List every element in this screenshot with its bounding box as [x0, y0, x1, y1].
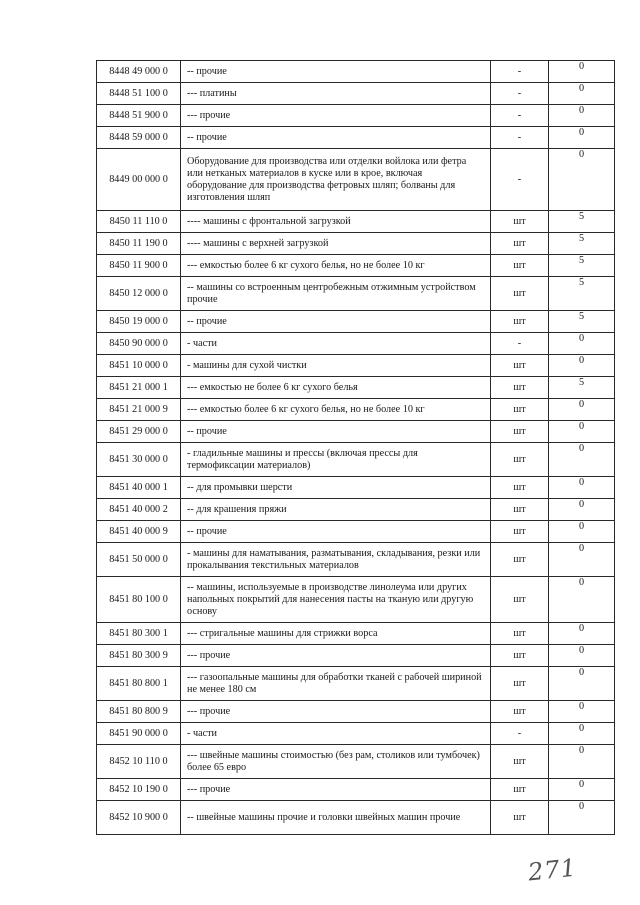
rate-cell: 0	[549, 83, 615, 105]
description-cell: --- швейные машины стоимостью (без рам, столиков или тумбочек) более 65 евро	[181, 745, 491, 779]
rate-cell: 0	[549, 723, 615, 745]
unit-cell: шт	[491, 377, 549, 399]
unit-cell: шт	[491, 399, 549, 421]
table-row	[97, 645, 615, 667]
tariff-table-body	[97, 61, 615, 835]
unit-cell: шт	[491, 645, 549, 667]
unit-cell: шт	[491, 255, 549, 277]
description-cell: -- для крашения пряжи	[181, 499, 491, 521]
code-cell: 8451 40 000 1	[97, 477, 181, 499]
description-cell: --- емкостью более 6 кг сухого белья, но не более 10 кг	[181, 255, 491, 277]
rate-cell: 5	[549, 311, 615, 333]
description-cell: - гладильные машины и прессы (включая прессы для термофиксации материалов)	[181, 443, 491, 477]
rate-cell: 0	[549, 149, 615, 211]
code-cell: 8451 80 800 1	[97, 667, 181, 701]
description-cell: - машины для наматывания, разматывания, складывания, резки или прокалывания текстильных материалов	[181, 543, 491, 577]
unit-cell: -	[491, 127, 549, 149]
unit-cell: шт	[491, 801, 549, 835]
description-cell: --- прочие	[181, 701, 491, 723]
table-row	[97, 149, 615, 211]
code-cell: 8450 11 190 0	[97, 233, 181, 255]
rate-cell: 5	[549, 377, 615, 399]
rate-cell: 0	[549, 105, 615, 127]
description-cell: - части	[181, 723, 491, 745]
table-row	[97, 105, 615, 127]
description-cell: --- емкостью не более 6 кг сухого белья	[181, 377, 491, 399]
rate-cell: 0	[549, 701, 615, 723]
description-cell: --- емкостью более 6 кг сухого белья, но не более 10 кг	[181, 399, 491, 421]
table-row	[97, 801, 615, 835]
description-cell: Оборудование для производства или отделки войлока или фетра или нетканых материалов в куске или в крое, включая оборудование для производства фетровых шляп; болваны для изготовления шляп	[181, 149, 491, 211]
code-cell: 8452 10 190 0	[97, 779, 181, 801]
tariff-table-container	[96, 60, 614, 835]
unit-cell: -	[491, 723, 549, 745]
table-row	[97, 377, 615, 399]
rate-cell: 5	[549, 233, 615, 255]
description-cell: - части	[181, 333, 491, 355]
code-cell: 8451 80 300 9	[97, 645, 181, 667]
unit-cell: шт	[491, 667, 549, 701]
unit-cell: шт	[491, 477, 549, 499]
description-cell: -- прочие	[181, 127, 491, 149]
code-cell: 8451 80 800 9	[97, 701, 181, 723]
rate-cell: 0	[549, 623, 615, 645]
table-row	[97, 723, 615, 745]
unit-cell: шт	[491, 701, 549, 723]
description-cell: -- прочие	[181, 311, 491, 333]
description-cell: ---- машины с верхней загрузкой	[181, 233, 491, 255]
rate-cell: 5	[549, 211, 615, 233]
table-row	[97, 333, 615, 355]
code-cell: 8452 10 900 0	[97, 801, 181, 835]
unit-cell: -	[491, 61, 549, 83]
code-cell: 8451 80 100 0	[97, 577, 181, 623]
table-row	[97, 233, 615, 255]
unit-cell: шт	[491, 311, 549, 333]
code-cell: 8449 00 000 0	[97, 149, 181, 211]
description-cell: ---- машины с фронтальной загрузкой	[181, 211, 491, 233]
rate-cell: 0	[549, 443, 615, 477]
unit-cell: шт	[491, 421, 549, 443]
code-cell: 8450 11 900 0	[97, 255, 181, 277]
table-row	[97, 399, 615, 421]
code-cell: 8450 11 110 0	[97, 211, 181, 233]
unit-cell: шт	[491, 779, 549, 801]
rate-cell: 0	[549, 543, 615, 577]
unit-cell: -	[491, 333, 549, 355]
table-row	[97, 277, 615, 311]
table-row	[97, 745, 615, 779]
unit-cell: шт	[491, 277, 549, 311]
unit-cell: шт	[491, 233, 549, 255]
rate-cell: 0	[549, 667, 615, 701]
table-row	[97, 577, 615, 623]
description-cell: -- прочие	[181, 521, 491, 543]
table-row	[97, 623, 615, 645]
unit-cell: шт	[491, 521, 549, 543]
unit-cell: шт	[491, 443, 549, 477]
unit-cell: шт	[491, 623, 549, 645]
description-cell: --- газоопальные машины для обработки тканей с рабочей шириной не менее 180 см	[181, 667, 491, 701]
table-row	[97, 521, 615, 543]
rate-cell: 0	[549, 521, 615, 543]
table-row	[97, 499, 615, 521]
rate-cell: 0	[549, 477, 615, 499]
unit-cell: шт	[491, 543, 549, 577]
description-cell: -- машины, используемые в производстве линолеума или других напольных покрытий для нанесения пасты на тканую или другую основу	[181, 577, 491, 623]
table-row	[97, 83, 615, 105]
table-row	[97, 211, 615, 233]
table-row	[97, 61, 615, 83]
code-cell: 8450 19 000 0	[97, 311, 181, 333]
table-row	[97, 701, 615, 723]
unit-cell: -	[491, 149, 549, 211]
unit-cell: шт	[491, 577, 549, 623]
handwritten-page-number: 271	[526, 853, 579, 887]
table-row	[97, 355, 615, 377]
rate-cell: 0	[549, 779, 615, 801]
table-row	[97, 443, 615, 477]
code-cell: 8451 50 000 0	[97, 543, 181, 577]
code-cell: 8450 12 000 0	[97, 277, 181, 311]
table-row	[97, 779, 615, 801]
code-cell: 8451 21 000 9	[97, 399, 181, 421]
rate-cell: 0	[549, 61, 615, 83]
code-cell: 8450 90 000 0	[97, 333, 181, 355]
code-cell: 8451 40 000 2	[97, 499, 181, 521]
code-cell: 8451 80 300 1	[97, 623, 181, 645]
unit-cell: -	[491, 83, 549, 105]
unit-cell: шт	[491, 355, 549, 377]
code-cell: 8452 10 110 0	[97, 745, 181, 779]
table-row	[97, 667, 615, 701]
description-cell: -- прочие	[181, 61, 491, 83]
code-cell: 8451 30 000 0	[97, 443, 181, 477]
description-cell: --- прочие	[181, 105, 491, 127]
description-cell: --- стригальные машины для стрижки ворса	[181, 623, 491, 645]
table-row	[97, 543, 615, 577]
table-row	[97, 255, 615, 277]
table-row	[97, 127, 615, 149]
unit-cell: шт	[491, 499, 549, 521]
code-cell: 8448 51 900 0	[97, 105, 181, 127]
code-cell: 8451 29 000 0	[97, 421, 181, 443]
code-cell: 8448 59 000 0	[97, 127, 181, 149]
rate-cell: 0	[549, 499, 615, 521]
rate-cell: 0	[549, 127, 615, 149]
rate-cell: 5	[549, 255, 615, 277]
description-cell: --- прочие	[181, 645, 491, 667]
unit-cell: шт	[491, 211, 549, 233]
description-cell: -- швейные машины прочие и головки швейных машин прочие	[181, 801, 491, 835]
description-cell: - машины для сухой чистки	[181, 355, 491, 377]
code-cell: 8451 90 000 0	[97, 723, 181, 745]
code-cell: 8451 21 000 1	[97, 377, 181, 399]
code-cell: 8451 40 000 9	[97, 521, 181, 543]
rate-cell: 5	[549, 277, 615, 311]
code-cell: 8448 49 000 0	[97, 61, 181, 83]
rate-cell: 0	[549, 355, 615, 377]
unit-cell: шт	[491, 745, 549, 779]
description-cell: --- платины	[181, 83, 491, 105]
rate-cell: 0	[549, 399, 615, 421]
rate-cell: 0	[549, 801, 615, 835]
unit-cell: -	[491, 105, 549, 127]
table-row	[97, 421, 615, 443]
description-cell: --- прочие	[181, 779, 491, 801]
rate-cell: 0	[549, 333, 615, 355]
code-cell: 8448 51 100 0	[97, 83, 181, 105]
rate-cell: 0	[549, 745, 615, 779]
table-row	[97, 477, 615, 499]
rate-cell: 0	[549, 421, 615, 443]
description-cell: -- машины со встроенным центробежным отжимным устройством прочие	[181, 277, 491, 311]
code-cell: 8451 10 000 0	[97, 355, 181, 377]
description-cell: -- прочие	[181, 421, 491, 443]
rate-cell: 0	[549, 645, 615, 667]
description-cell: -- для промывки шерсти	[181, 477, 491, 499]
tariff-table	[96, 60, 615, 835]
rate-cell: 0	[549, 577, 615, 623]
table-row	[97, 311, 615, 333]
